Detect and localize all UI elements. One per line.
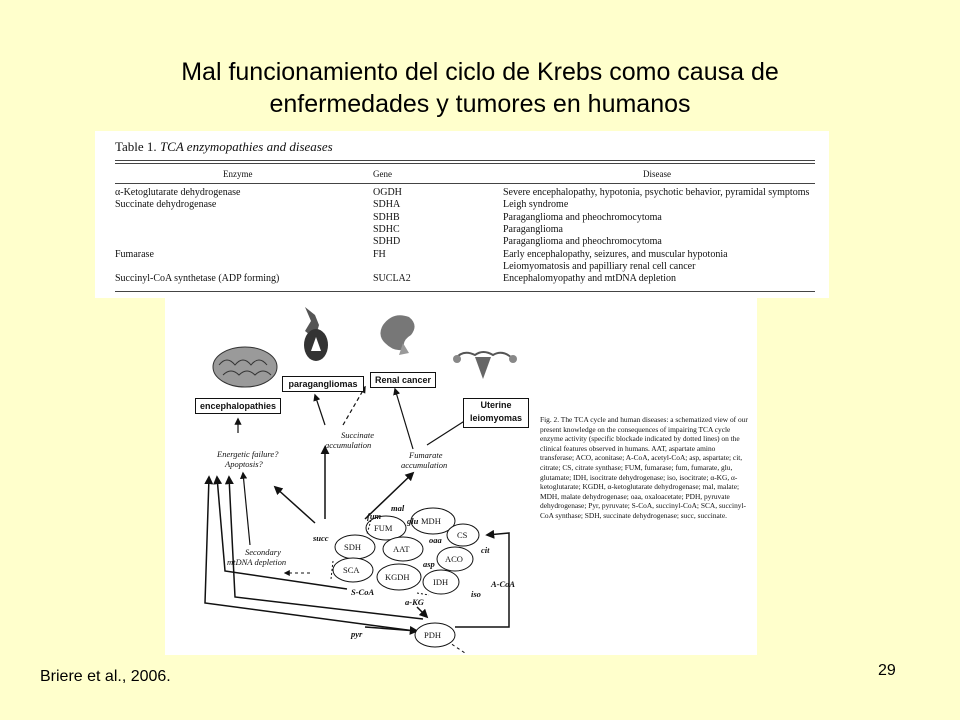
table-row <box>115 187 815 199</box>
citation: Briere et al., 2006. <box>40 668 171 685</box>
encephalopathies-box: encephalopathies <box>195 398 281 414</box>
metabolite-iso: iso <box>471 589 481 599</box>
metabolite-succ: succ <box>313 533 329 543</box>
metabolite-scoa: S-CoA <box>351 587 375 597</box>
table-header-rule <box>115 183 815 184</box>
cell-gene: FH <box>373 248 386 260</box>
brain-icon <box>213 347 277 387</box>
cell-enzyme: Succinate dehydrogenase <box>115 199 217 211</box>
cell-gene: OGDH <box>373 187 402 198</box>
table-caption <box>115 139 333 155</box>
cell-disease: Early encephalopathy, seizures, and muscular hypotonia <box>503 248 728 260</box>
metabolite-asp: asp <box>423 559 435 569</box>
cell-disease: Encephalomyopathy and mtDNA depletion <box>503 273 677 285</box>
page-number: 29 <box>878 662 896 679</box>
slide-title <box>0 56 960 120</box>
enzyme-idh: IDH <box>433 577 449 587</box>
enzyme-fum: FUM <box>374 523 393 533</box>
metabolite-pyr: pyr <box>351 629 363 639</box>
title-line-1: Mal funcionamiento del ciclo de Krebs como causa de <box>181 58 779 86</box>
mtdna-depletion-label: mtDNA depletion <box>227 557 287 567</box>
table-row <box>115 261 815 273</box>
enzyme-sca: SCA <box>343 565 360 575</box>
uterine-leiomyomas-box <box>463 398 529 428</box>
metabolite-mal: mal <box>391 503 405 513</box>
succinate-label: Succinate <box>341 430 375 440</box>
table-top-rule <box>115 160 815 161</box>
header-gene: Gene <box>373 169 392 179</box>
header-disease: Disease <box>643 169 671 179</box>
uterus-icon <box>453 352 517 379</box>
table-row <box>115 224 815 236</box>
metabolite-cit: cit <box>481 545 490 555</box>
cell-gene: SDHD <box>373 236 401 248</box>
adrenal-icon <box>304 307 328 361</box>
succinate-accumulation-label: accumulation <box>325 440 372 450</box>
cell-gene: SDHB <box>373 211 400 223</box>
enzyme-kgdh: KGDH <box>385 572 410 582</box>
enzyme-aco: ACO <box>445 554 463 564</box>
fumarate-label: Fumarate <box>409 450 443 460</box>
enzymopathies-table <box>95 131 829 298</box>
tca-disease-figure <box>165 297 757 655</box>
enzyme-pdh: PDH <box>424 630 442 640</box>
title-line-2: enfermedades y tumores en humanos <box>269 90 691 118</box>
cell-enzyme: α-Ketoglutarate dehydrogenase <box>115 187 241 198</box>
table-top-rule-2 <box>115 163 815 164</box>
table-caption-title: TCA enzymopathies and diseases <box>159 139 333 154</box>
paragangliomas-box: paragangliomas <box>282 376 364 392</box>
cell-gene: SDHA <box>373 199 401 211</box>
enzyme-sdh: SDH <box>344 542 362 552</box>
cell-enzyme: Fumarase <box>115 248 154 260</box>
figure-caption: Fig. 2. The TCA cycle and human diseases: a schematized view of our present knowledge on the consequences of impairing TCA cycle enzyme activity (specific blockade indicated by dotted lines) on the clinical features observed in humans. AAT, aspartate amino transferase; ACO, aconitase; A-CoA, acetyl-CoA; asp, aspartate; cit, citrate; CS, citrate synthase; FUM, fumarase; fum, fumarate, glu, glutamate; IDH, isocitrate dehydrogenase; iso, isocitrate; α-KG, α-ketoglutarate; KGDH, α-ketoglutarate dehydrogenase; mal, malate; MDH, malate dehydrogenase; oaa, oxaloacetate; PDH, pyruvate dehydrogenase; Pyr, pyruvate; S-CoA, succinyl-CoA; SCA, succinyl-CoA synthase; SDH, succinate dehydrogenase; succ, succinate. <box>540 415 748 520</box>
cell-gene: SDHC <box>373 223 400 235</box>
apoptosis-label: Apoptosis? <box>225 459 263 469</box>
energetic-failure-label: Energetic failure? <box>217 449 279 459</box>
kidney-icon <box>380 315 414 355</box>
cell-disease: Paraganglioma and pheochromocytoma <box>503 236 662 248</box>
enzyme-cs: CS <box>457 530 468 540</box>
uterine-label: Uterine <box>480 400 512 410</box>
enzyme-mdh: MDH <box>421 516 441 526</box>
cell-disease: Severe encephalopathy, hypotonia, psychotic behavior, pyramidal symptoms <box>503 187 810 198</box>
table-bottom-rule <box>115 291 815 292</box>
renal-cancer-box: Renal cancer <box>370 372 436 388</box>
metabolite-glu: glu <box>407 516 419 526</box>
metabolite-oaa: oaa <box>429 535 442 545</box>
secondary-label: Secondary <box>245 547 281 557</box>
metabolite-acoa: A-CoA <box>491 579 516 589</box>
table-row <box>115 199 815 211</box>
table-row <box>115 236 815 248</box>
table-caption-prefix: Table 1. <box>115 139 157 154</box>
fumarate-accumulation-label: accumulation <box>401 460 448 470</box>
table-row <box>115 212 815 224</box>
table-row <box>115 249 815 261</box>
cell-disease: Paraganglioma and pheochromocytoma <box>503 211 662 223</box>
enzyme-aat: AAT <box>393 544 410 554</box>
metabolite-akg: a-KG <box>405 597 424 607</box>
cell-enzyme: Succinyl-CoA synthetase (ADP forming) <box>115 273 280 285</box>
metabolite-fum: fum <box>367 511 382 521</box>
leiomyomas-label: leiomyomas <box>469 413 523 423</box>
cell-gene: SUCLA2 <box>373 273 411 285</box>
cell-disease: Leigh syndrome <box>503 199 569 211</box>
cell-disease: Paraganglioma <box>503 223 563 235</box>
cell-disease: Leiomyomatosis and papilliary renal cell cancer <box>503 260 696 272</box>
header-enzyme: Enzyme <box>223 169 253 179</box>
table-row <box>115 273 815 285</box>
